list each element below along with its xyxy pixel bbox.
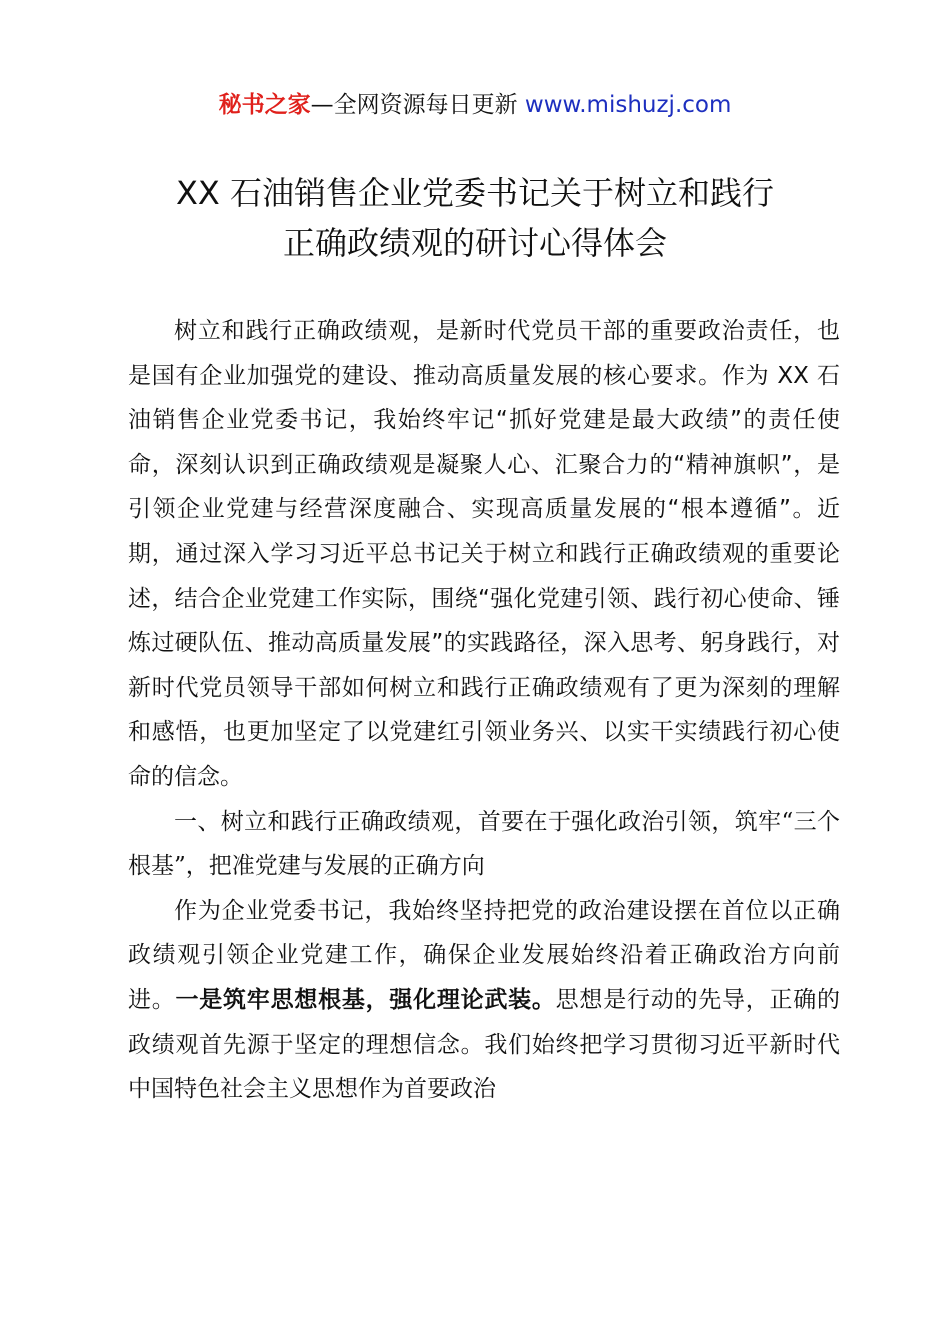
section-1-paragraph (128, 889, 840, 1112)
site-url-link[interactable]: www.mishuzj.com (524, 92, 732, 118)
site-slogan: —全网资源每日更新 (310, 92, 525, 118)
document-body (128, 309, 840, 1112)
section-heading-1: 一、树立和践行正确政绩观，首要在于强化政治引领，筑牢“三个根基”，把准党建与发展的正确方向 (128, 808, 840, 880)
paragraph-text: 思想是行动的先导，正确的政绩观首先源于坚定的理想信念。我们始终把学习贯彻习近平新时代中国特色社会主义思想作为首要政治 (128, 986, 841, 1103)
site-header (0, 88, 950, 122)
intro-paragraph: 树立和践行正确政绩观，是新时代党员干部的重要政治责任，也是国有企业加强党的建设、推动高质量发展的核心要求。作为 XX 石油销售企业党委书记，我始终牢记“抓好党建是最大政绩”的责任使命，深刻认识到正确政绩观是凝聚人心、汇聚合力的“精神旗帜”，是引领企业党建与经营深度融合、实现高质量发展的“根本遵循”。近期，通过深入学习习近平总书记关于树立和践行正确政绩观的重要论述，结合企业党建工作实际，围绕“强化党建引领、践行初心使命、锤炼过硬队伍、推动高质量发展”的实践路径，深入思考、躬身践行，对新时代党员领导干部如何树立和践行正确政绩观有了更为深刻的理解和感悟，也更加坚定了以党建红引领业务兴、以实干实绩践行初心使命的信念。 (128, 318, 840, 790)
title-line-2: 正确政绩观的研讨心得体会 (282, 224, 667, 262)
title-line-1: XX 石油销售企业党委书记关于树立和践行 (175, 174, 775, 212)
site-brand: 秘书之家 (218, 92, 311, 118)
bold-subheading: 一是筑牢思想根基，强化理论武装。 (175, 986, 556, 1013)
paragraph-text: 作为企业党委书记，我始终坚持把党的政治建设摆在首位以正确政绩观引领企业党建工作，确保企业发展始终沿着正确政治方向前进。 (128, 897, 840, 1013)
document-title (60, 168, 890, 268)
